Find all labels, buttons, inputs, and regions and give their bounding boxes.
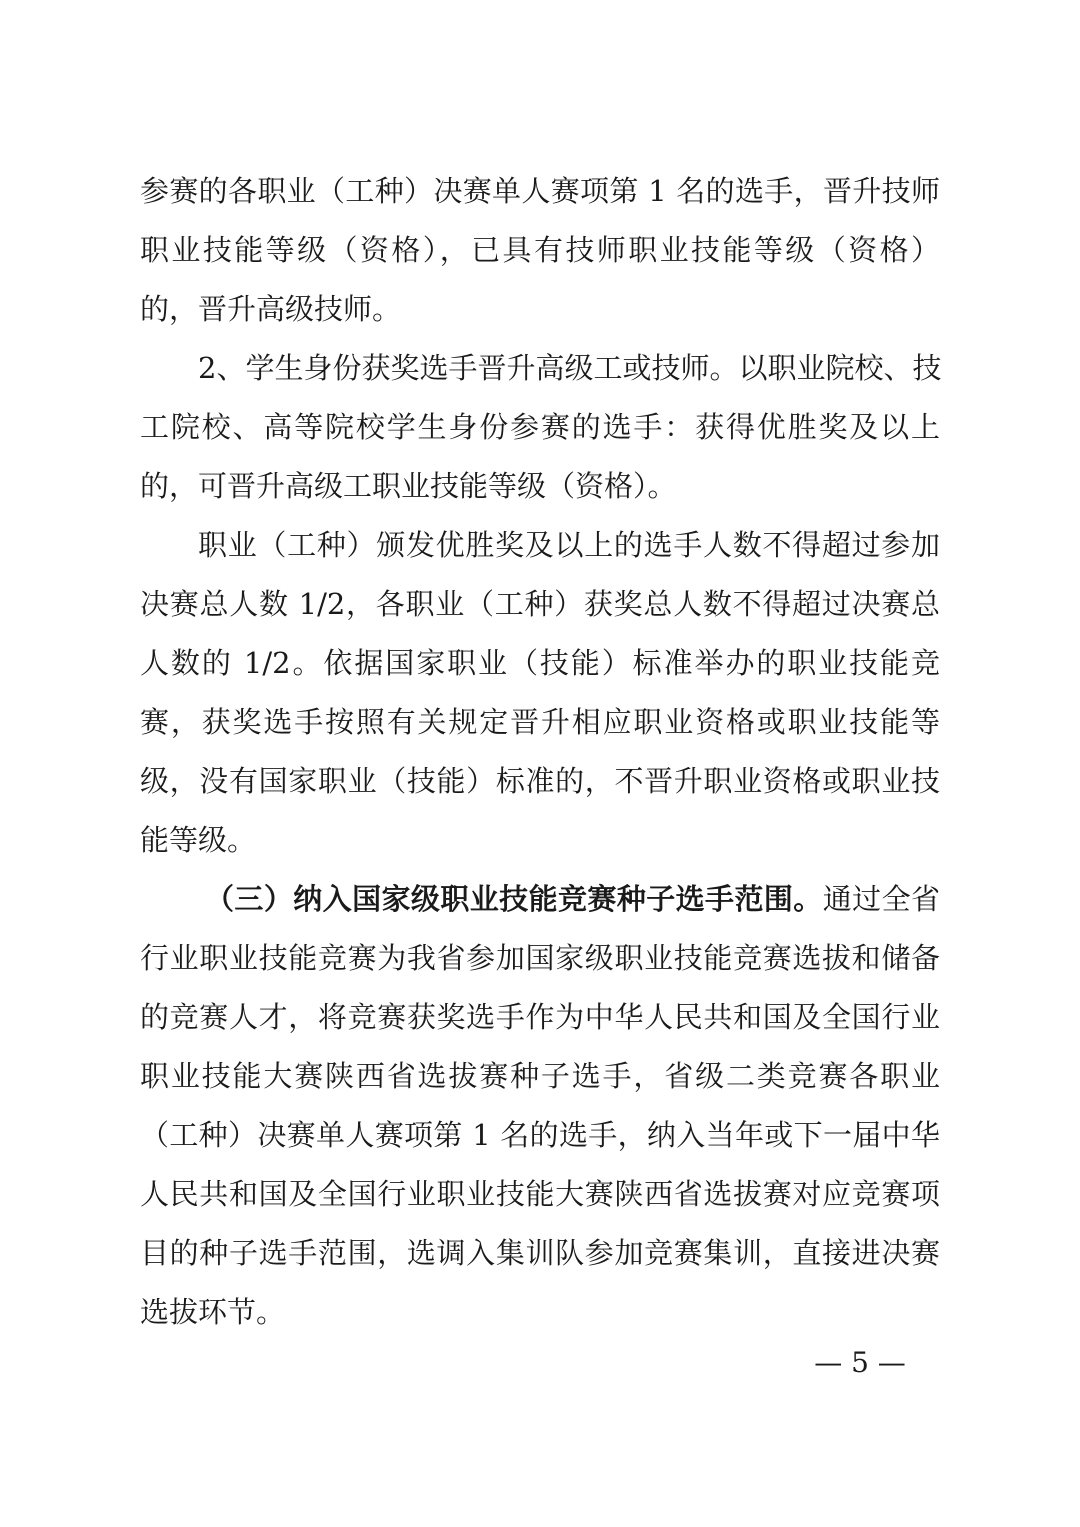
paragraph-line: 级，没有国家职业（技能）标准的，不晋升职业资格或职业技 — [140, 764, 940, 798]
paragraph-line: （工种）决赛单人赛项第 1 名的选手，纳入当年或下一届中华 — [140, 1118, 940, 1152]
paragraph-line: 人民共和国及全国行业职业技能大赛陕西省选拔赛对应竞赛项 — [140, 1177, 940, 1211]
page-number: — 5 — — [814, 1346, 906, 1379]
paragraph-line: 选拔环节。 — [140, 1295, 286, 1329]
paragraph-line: 赛，获奖选手按照有关规定晋升相应职业资格或职业技能等 — [140, 705, 940, 739]
paragraph-line: 2、学生身份获奖选手晋升高级工或技师。以职业院校、技 — [198, 351, 942, 385]
paragraph-line: 的，晋升高级技师。 — [140, 292, 402, 326]
section-heading-continuation: 通过全省 — [822, 882, 940, 916]
paragraph-line: 的，可晋升高级工职业技能等级（资格）。 — [140, 469, 677, 503]
paragraph-line: 的竞赛人才，将竞赛获奖选手作为中华人民共和国及全国行业 — [140, 1000, 940, 1034]
paragraph-line: 职业技能等级（资格），已具有技师职业技能等级（资格） — [140, 233, 940, 267]
paragraph-line: 决赛总人数 1/2，各职业（工种）获奖总人数不得超过决赛总 — [140, 587, 940, 621]
section-heading-line — [205, 879, 940, 919]
paragraph-line: 职业技能大赛陕西省选拔赛种子选手，省级二类竞赛各职业 — [140, 1059, 940, 1093]
paragraph-line: 能等级。 — [140, 823, 257, 857]
paragraph-line: 工院校、高等院校学生身份参赛的选手：获得优胜奖及以上 — [140, 410, 940, 444]
section-heading: （三）纳入国家级职业技能竞赛种子选手范围。 — [205, 882, 823, 916]
paragraph-line: 参赛的各职业（工种）决赛单人赛项第 1 名的选手，晋升技师 — [140, 174, 940, 208]
paragraph-line: 行业职业技能竞赛为我省参加国家级职业技能竞赛选拔和储备 — [140, 941, 940, 975]
paragraph-line: 人数的 1/2。依据国家职业（技能）标准举办的职业技能竞 — [140, 646, 940, 680]
paragraph-line: 职业（工种）颁发优胜奖及以上的选手人数不得超过参加 — [198, 528, 940, 562]
paragraph-line: 目的种子选手范围，选调入集训队参加竞赛集训，直接进决赛 — [140, 1236, 940, 1270]
